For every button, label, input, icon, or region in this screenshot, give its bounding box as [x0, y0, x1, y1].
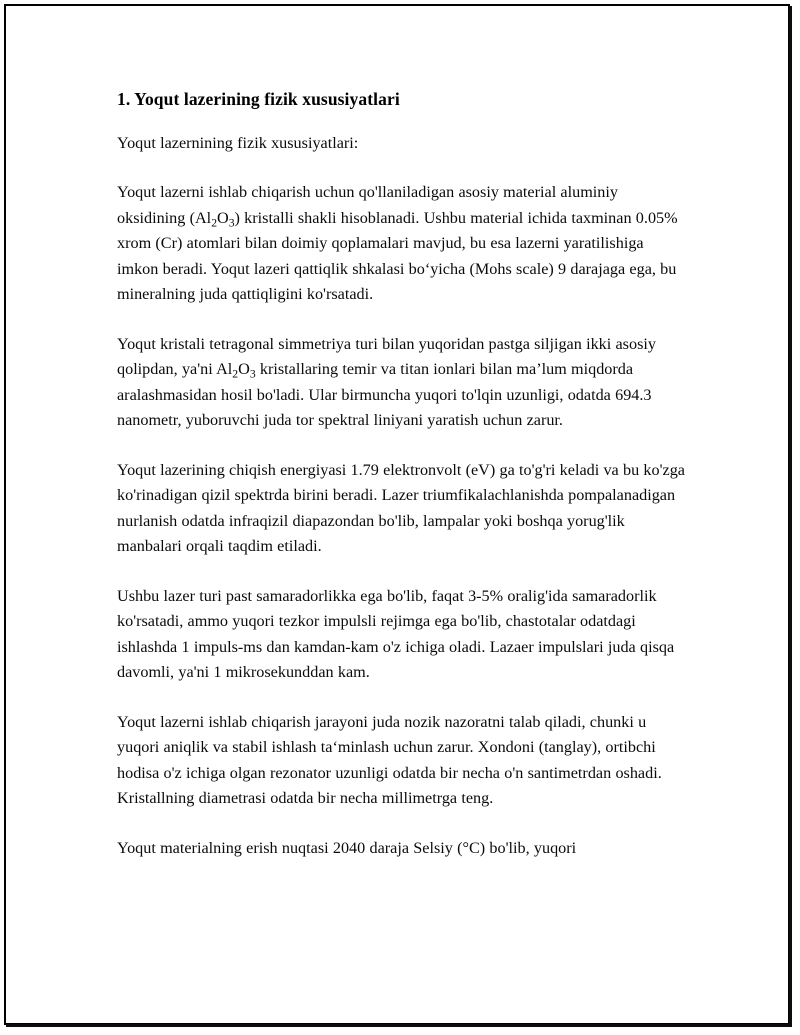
- paragraph-melting-point: [117, 836, 687, 862]
- paragraph-manufacturing-precision: [117, 710, 687, 812]
- paragraph-crystal-structure: [117, 332, 687, 434]
- paragraph-intro-line: [117, 131, 687, 157]
- chemical-subscript: 2: [232, 367, 239, 381]
- paragraph-efficiency-pulse: [117, 584, 687, 686]
- paragraph-output-energy: [117, 458, 687, 560]
- paragraph-material-composition: [117, 180, 687, 308]
- text-run: O: [217, 208, 229, 227]
- text-run: ) kristalli shakli hisoblanadi. Ushbu material ichida taxminan 0.05% xrom (Cr) atomlari bilan doimiy qoplamalari mavjud, bu esa lazerni yaratilishiga imkon beradi. Yoqut lazeri qattiqlik shkalasi boʻyicha (Mohs scale) 9 darajaga ega, bu mineralning juda qattiqligini ko'rsatadi.: [117, 208, 678, 304]
- paragraph-list: [117, 131, 687, 862]
- text-run: Yoqut materialning erish nuqtasi 2040 daraja Selsiy (°C) bo'lib, yuqori: [117, 838, 577, 857]
- chemical-subscript: 3: [249, 367, 256, 381]
- page-title: 1. Yoqut lazerining fizik xususiyatlari: [117, 89, 400, 109]
- chemical-subscript: 2: [211, 216, 218, 230]
- document-body: [117, 88, 687, 861]
- text-run: Yoqut lazerni ishlab chiqarish jarayoni juda nozik nazoratni talab qiladi, chunki u yuqori aniqlik va stabil ishlash taʻminlash uchun zarur. Xondoni (tanglay), ortibchi hodisa o'z ichiga olgan rezonator uzunligi odatda bir necha o'n santimetrdan oshadi. Kristallning diametrasi odatda bir necha millimetrga teng.: [117, 712, 662, 808]
- text-run: O: [238, 360, 250, 379]
- text-run: Ushbu lazer turi past samaradorlikka ega bo'lib, faqat 3-5% oralig'ida samaradorlik ko'rsatadi, ammo yuqori tezkor impulsli rejimga ega bo'lib, chastotalar odatdagi ishlashda 1 impuls-ms dan kamdan-kam o'z ichiga oladi. Lazaer impulslari juda qisqa davomli, ya'ni 1 mikrosekunddan kam.: [117, 586, 675, 682]
- text-run: Yoqut lazernining fizik xususiyatlari:: [117, 133, 359, 152]
- text-run: Yoqut kristali tetragonal simmetriya turi bilan yuqoridan pastga siljigan ikki asosiy qolipdan, ya'ni Al: [117, 334, 656, 379]
- text-run: Yoqut lazerining chiqish energiyasi 1.79 elektronvolt (eV) ga to'g'ri keladi va bu ko'zga ko'rinadigan qizil spektrda birini beradi. Lazer triumfikalachlanishda pompalanadigan nurlanish odatda infraqizil diapazondan bo'lib, lampalar yoki boshqa yorug'lik manbalari orqali taqdim etiladi.: [117, 460, 685, 556]
- text-run: Yoqut lazerni ishlab chiqarish uchun qo'llaniladigan asosiy material aluminiy oksidining (Al: [117, 183, 618, 227]
- text-run: kristallaring temir va titan ionlari bilan ma’lum miqdorda aralashmasidan hosil bo'ladi. Ular birmuncha yuqori to'lqin uzunligi, odatda 694.3 nanometr, yuboruvchi juda tor spektral liniyani yaratish uchun zarur.: [117, 360, 652, 430]
- chemical-subscript: 3: [228, 216, 235, 230]
